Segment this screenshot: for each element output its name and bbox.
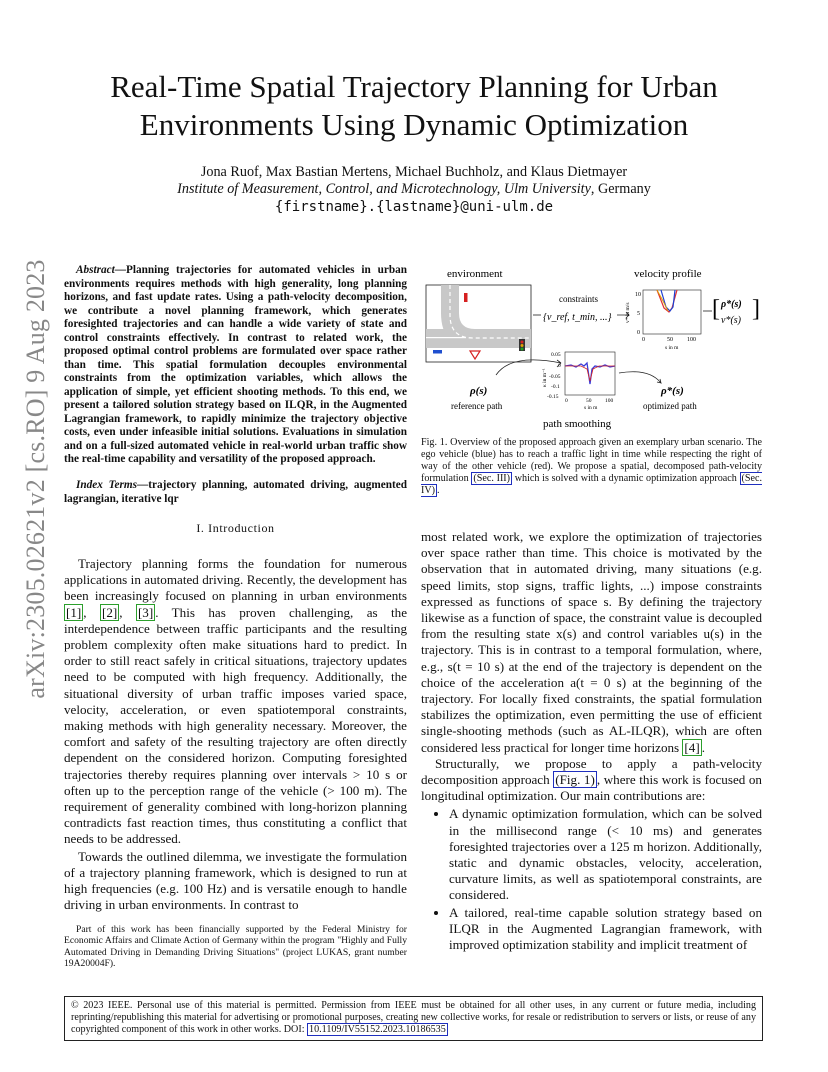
right-p1-b: . [701, 739, 705, 755]
index-terms [64, 479, 407, 506]
right-paragraph-1 [421, 529, 762, 756]
ps-xlabel: s in m [584, 405, 598, 411]
ps-xtick-50: 50 [586, 398, 592, 404]
arxiv-sidebar [18, 259, 54, 699]
reference-path-label: reference path [451, 401, 503, 411]
copyright-notice [64, 996, 763, 1041]
contribution-item: • A tailored, real-time capable solution strategy based on ILQR in the Augmented Lagrangian framework, with improved optimization stability and implicit treatment of [449, 905, 762, 954]
ps-ytick-3: -0.05 [549, 374, 561, 380]
arxiv-id: arXiv:2305.02621v2 [cs.RO] 9 Aug 2023 [21, 259, 50, 699]
ps-ytick-2: 0 [558, 363, 561, 369]
affiliation [60, 181, 768, 198]
vel-ytick-0: 0 [637, 330, 640, 336]
right-p2-a: Structurally, we propose to apply a path-velocity decomposition approach [421, 755, 762, 788]
vel-xtick-100: 100 [687, 337, 696, 343]
output-bracket-left: [ [712, 296, 720, 322]
intro-p1-a: Trajectory planning forms the foundation for numerous applications in automated driving. Recently, the development has been increasingly focused on planning in urban environments [64, 556, 407, 604]
email: {firstname}.{lastname}@uni-ulm.de [274, 199, 554, 215]
abstract [64, 264, 407, 467]
caption-a: Fig. 1. Overview of the proposed approach given an exemplary urban scenario. The ego vehicle (blue) has to reach a traffic light in time while respecting the right of way of the other vehicle (red). We propose a spatial, decomposed path-velocity formulation [421, 437, 762, 484]
section-heading: I. Introduction [196, 521, 275, 535]
velocity-profile-label: velocity profile [634, 268, 702, 280]
funding-footnote: Part of this work has been financially supported by the Federal Ministry for Economic Affairs and Climate Action of Germany within the program "Highly and Fully Automated Driving in Demanding Driving Situations" (project LUKAS, grant number 19A20004F). [64, 924, 407, 970]
intro-paragraph-1: Trajectory planning forms the foundation for numerous applications in automated driving. Recently, the development has been increasingly focused on planning in urban environments [1] , [2] , [3] . This has proven challenging, as the interdependence between traffic participants and the resulting problem complexity often make situations hard to predict. In order to still react safely in critical situations, trajectory updates need to be computed with high frequency. Additionally, the situational diversity of urban traffic imposes varied space, velocity, acceleration, or even spatiotemporal constraints, making methods with high generality necessary. Moreover, the comfort and safety of the resulting trajectory are often directly dependent on the considered horizon. Computing foresighted trajectories thereby requires planning over intervals > 10 s or often up to the perception range of the vehicle (> 100 m). The requirement of generality combined with long-horizon planning contradicts fast reaction times, thus constituting a conflict that needs to be addressed. [64, 556, 408, 847]
contributions-list [421, 806, 762, 953]
vel-xtick-0: 0 [642, 337, 645, 343]
vel-ytick-5: 5 [637, 311, 640, 317]
right-paragraph-2 [421, 756, 762, 805]
output-bracket-right: ] [752, 296, 760, 322]
figure-1 [421, 263, 762, 438]
output-rho: ρ*(s) [721, 299, 742, 310]
index-terms-label: Index Terms [76, 479, 137, 491]
optimized-path-symbol: ρ*(s) [661, 385, 684, 397]
output-v: v*(s) [721, 315, 741, 326]
vel-ytick-10: 10 [635, 292, 641, 298]
vel-xtick-50: 50 [667, 337, 673, 343]
citation-3[interactable]: [3] [137, 604, 154, 620]
ps-ytick-1: 0.05 [551, 352, 561, 358]
authors: Jona Ruof, Max Bastian Mertens, Michael Buchholz, and Klaus Dietmayer [200, 164, 628, 180]
fig1-link[interactable]: (Fig. 1) [555, 772, 595, 788]
paper-title: Real-Time Spatial Trajectory Planning for Urban Environments Using Dynamic Optimization [110, 69, 718, 142]
vel-ylabel: v* in m/s [625, 302, 631, 323]
intro-text [64, 556, 407, 913]
abstract-label: Abstract [76, 264, 115, 276]
citation-1[interactable]: [1] [66, 604, 82, 620]
intro-paragraph-2: Towards the outlined dilemma, we investigate the formulation of a trajectory planning framework, which is designed to run at high frequencies (e.g. 100 Hz) and is versatile enough to handle driving in urban environments. In contrast to [64, 848, 407, 913]
caption-c: . [437, 485, 440, 496]
right-p2-b: , where this work is focused on longitudinal optimization. Our main contributions are: [421, 772, 762, 804]
intro-p1-b: . This has proven challenging, as the interdependence between traffic participants and the resulting problem complexity often make situations hard to predict. In order to still react safely in critical situations, trajectory updates need to be computed with high frequency. Additionally, the situational diversity of urban traffic imposes varied space, velocity, acceleration, or even spatiotemporal constraints, making methods with high generality necessary. Moreover, the comfort and safety of the resulting trajectory are often directly dependent on the considered horizon. Computing foresighted trajectories thereby requires planning over intervals > 10 s or often up to the perception range of the vehicle (> 100 m). The requirement of generality combined with long-horizon planning contradicts fast reaction times, thus constituting a conflict that needs to be addressed. [64, 604, 408, 847]
caption-link-sec3[interactable]: (Sec. III) [473, 473, 511, 484]
right-p1-a: most related work, we explore the optimization of trajectories over space rather than time. This choice is motivated by the observation that in automated driving, many situations (e.g. speed limits, stop signs, traffic lights, ...) impose constraints expressed as functions of space s. By defining the trajectory likewise as a function of space, the constraint value is decoupled from the resulting state x(s) and control variables u(s) in the trajectory. This is in contrast to a temporal formulation, where, e.g., s(t = 10 s) at the end of the trajectory is dependent on the choice of the acceleration a(t = 0 s) at the beginning of the trajectory. For locally fixed constraints, the spatial formulation stabilizes the optimization, even permitting the use of efficient single-shooting methods (such as AL-ILQR), which are often considered less practical for longer time horizons [421, 529, 762, 755]
index-terms-text: —trajectory planning, automated driving, augmented lagrangian, iterative lqr [64, 479, 407, 505]
constraints-label: constraints [559, 294, 598, 304]
path-smoothing-plot [542, 352, 615, 411]
optimized-path-label: optimized path [643, 401, 697, 411]
vel-xlabel: s in m [665, 345, 679, 351]
doi-link[interactable]: 10.1109/IV55152.2023.10186535 [309, 1024, 446, 1036]
citation-4[interactable]: [4] [684, 739, 700, 755]
velocity-plot [625, 290, 701, 351]
figure-caption [421, 437, 762, 497]
path-smoothing-label: path smoothing [543, 418, 612, 430]
abstract-text: —Planning trajectories for automated vehicles in urban environments requires methods with high generality, long planning horizons, and fast update rates. Using a path-velocity decomposition, we contribute a novel planning framework, which generates foresighted trajectories and can handle a wide variety of state and control constraints effectively. In contrast to related work, the proposed optimal control problems are formulated over space rather than time. This spatial formulation decouples environmental constraints from the optimization variables, which allows the application of simple, yet efficient shooting methods. To this end, we present a tailored solution strategy based on ILQR, in the Augmented Lagrangian framework, to rapidly minimize the trajectory objective costs, even under infeasible initial solutions. Evaluations in simulation and on a full-sized automated vehicle in real-world urban traffic show the real-time capability and versatility of the proposed approach. [64, 264, 407, 465]
ps-xtick-100: 100 [605, 398, 614, 404]
constraint-set: {v_ref, t_min, ...} [543, 312, 612, 323]
other-vehicle [464, 293, 468, 302]
ego-vehicle [433, 350, 442, 354]
reference-path-symbol: ρ(s) [470, 385, 488, 397]
right-column-text [421, 529, 762, 954]
environment-label: environment [447, 268, 503, 280]
affiliation-country: , Germany [590, 181, 651, 197]
ps-ylabel: κ in m⁻¹ [542, 368, 548, 387]
caption-link-sec4[interactable]: (Sec. IV) [421, 473, 762, 496]
environment-scene [426, 285, 531, 362]
ps-ytick-5: -0.15 [547, 394, 559, 400]
ps-xtick-0: 0 [565, 398, 568, 404]
ps-ytick-4: -0.1 [551, 384, 560, 390]
copyright-text: © 2023 IEEE. Personal use of this material is permitted. Permission from IEEE must be obtained for all other uses, in any current or future media, including reprinting/republishing this material for advertising or promotional purposes, creating new collective works, for resale or redistribution to servers or lists, or reuse of any copyrighted component of this work in other works. DOI: [71, 1000, 756, 1036]
citation-2[interactable]: [2] [101, 604, 118, 620]
caption-b: which is solved with a dynamic optimization approach [512, 473, 740, 484]
contribution-item: • A dynamic optimization formulation, which can be solved in the millisecond range (< 10 ms) and generates foresighted trajectories over a 125 m horizon. Additionally, static and dynamic obstacles, velocity, acceleration, curvature limits, as well as spatiotemporal constraints, are considered. [449, 806, 762, 903]
affiliation-name: Institute of Measurement, Control, and Microtechnology, Ulm University [177, 181, 591, 197]
